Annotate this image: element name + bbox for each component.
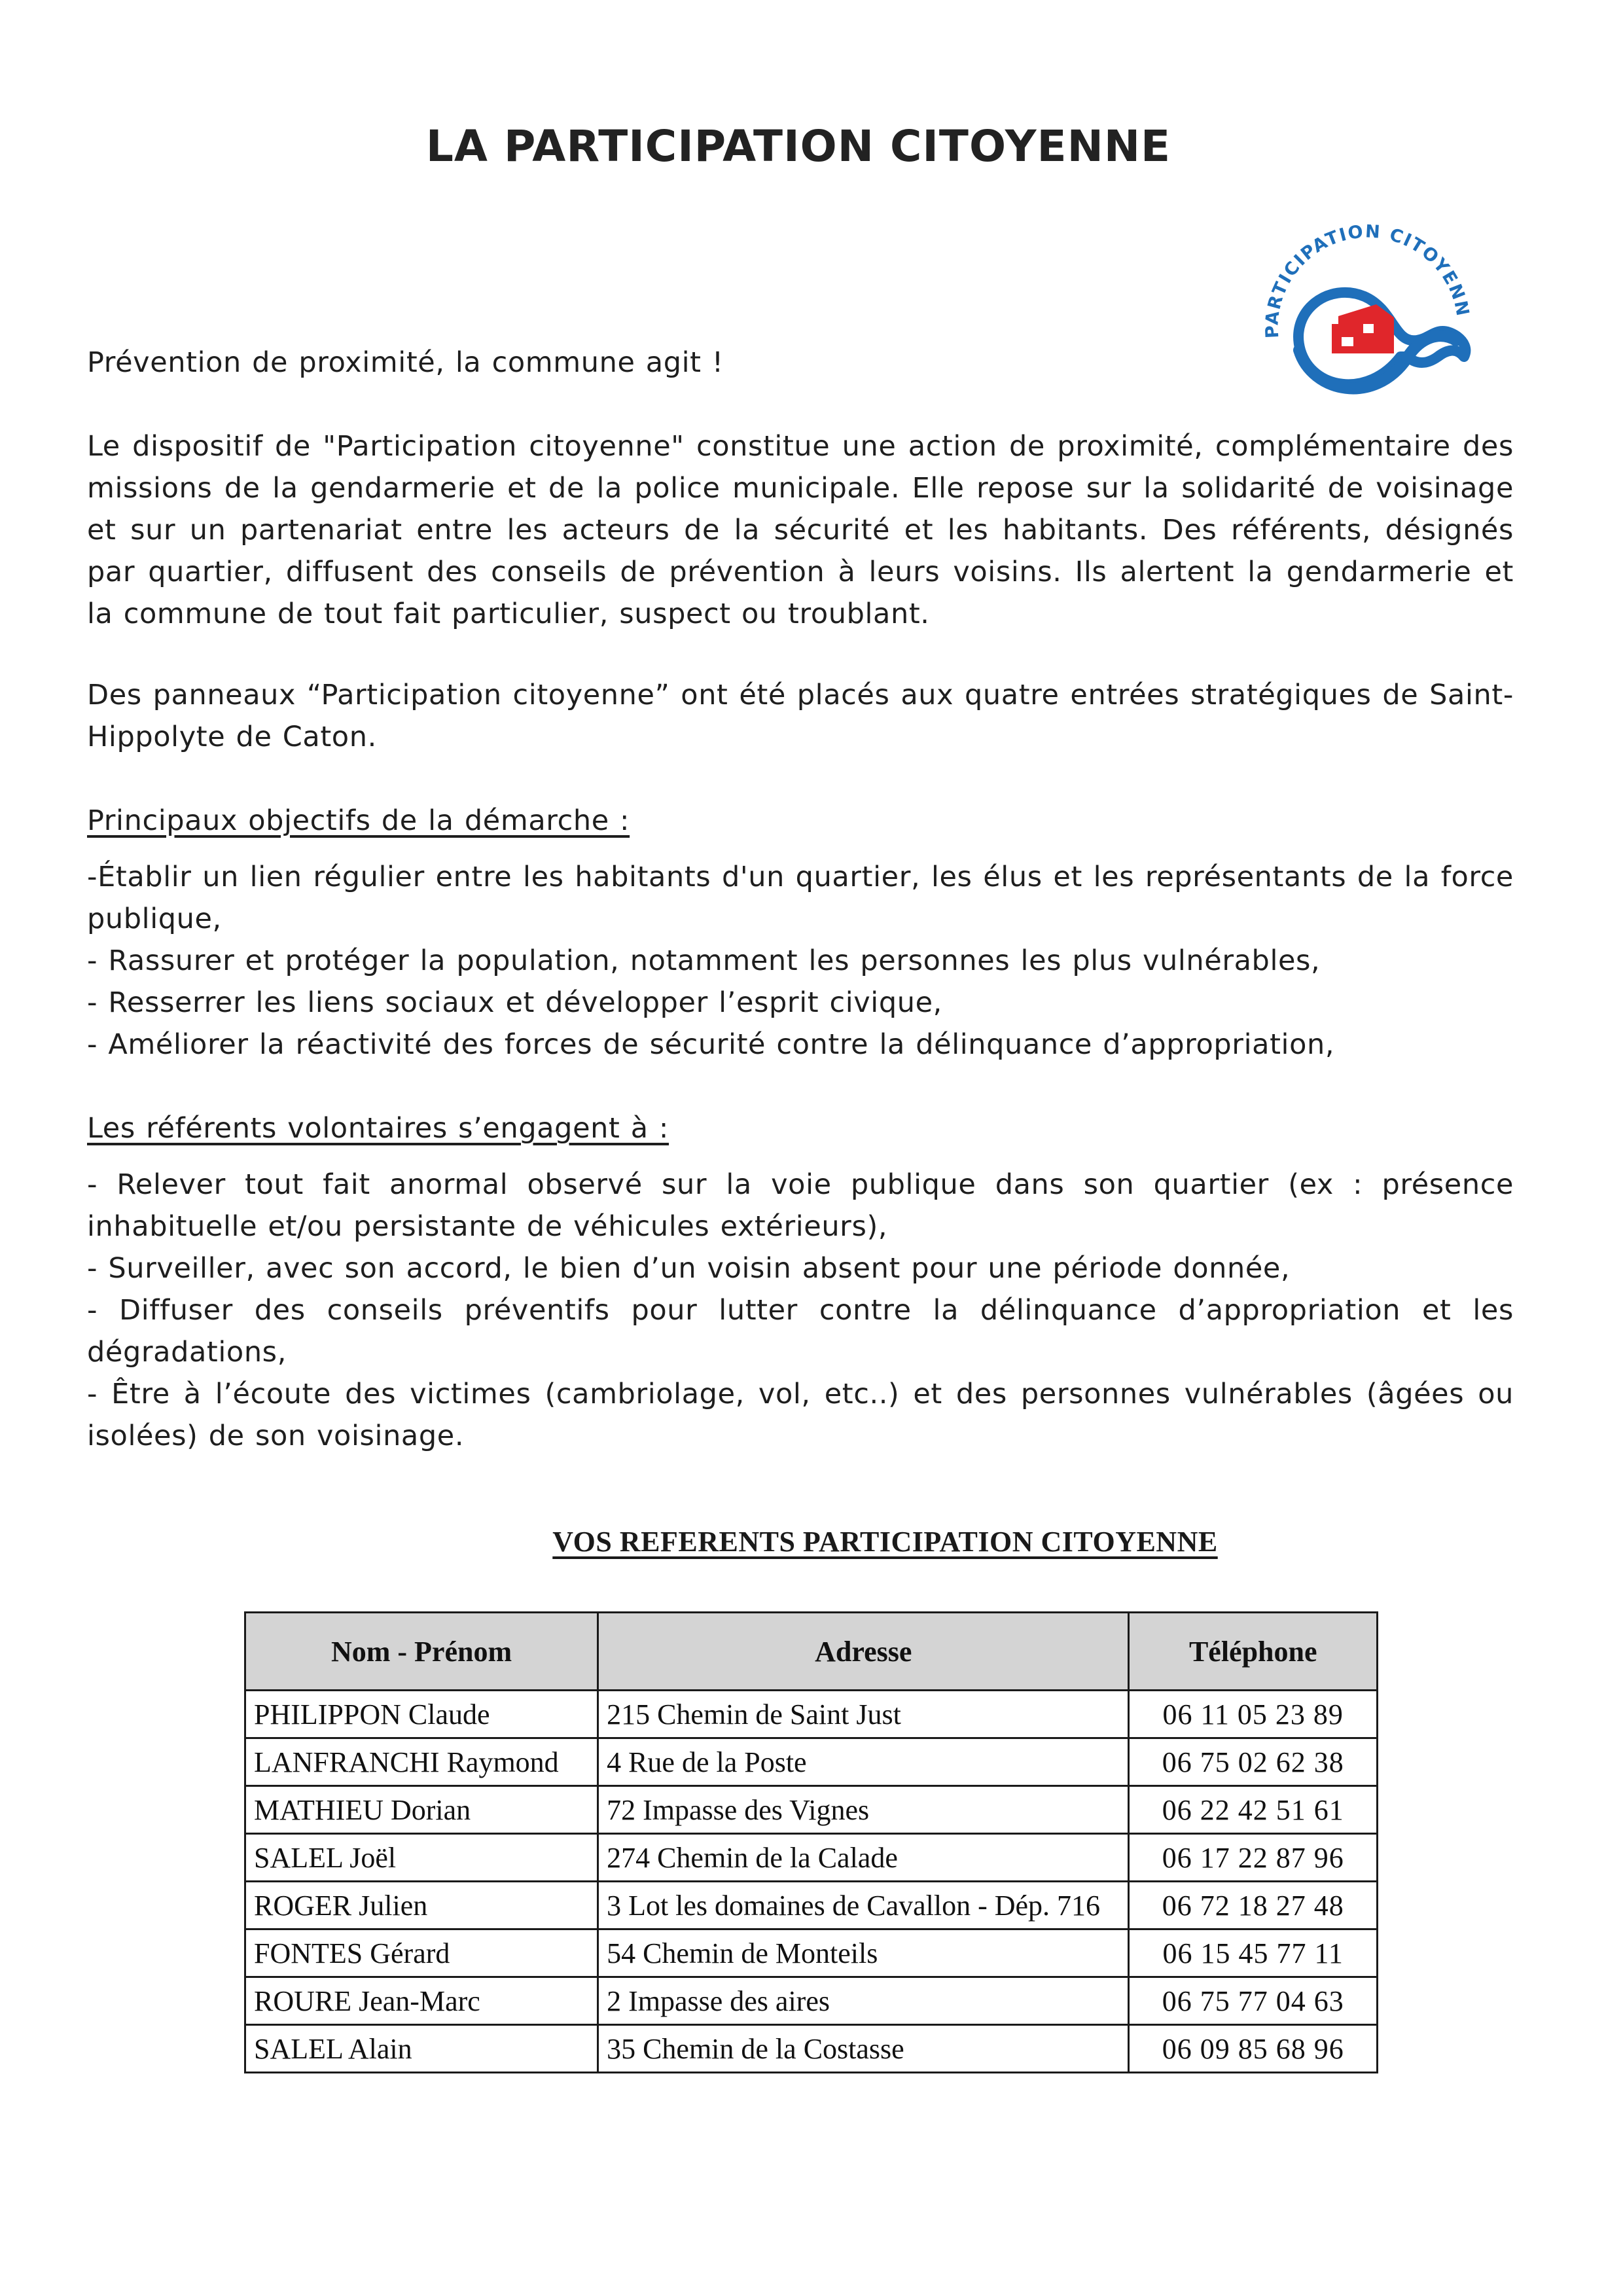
list-item: - Surveiller, avec son accord, le bien d’un voisin absent pour une période donnée, (87, 1252, 1291, 1285)
list-item: - Diffuser des conseils préventifs pour lutter contre la délinquance d’appropriation et les dégradations, (87, 1294, 1514, 1369)
referent-phone: 06 11 05 23 89 (1129, 1691, 1378, 1738)
table-row (245, 1929, 1378, 1977)
logo-arc-text: PARTICIPATION CITOYENN (1262, 221, 1473, 339)
list-item: -Établir un lien régulier entre les habitants d'un quartier, les élus et les représentants de la force publique, (87, 861, 1514, 935)
list-item: - Rassurer et protéger la population, notamment les personnes les plus vulnérables, (87, 944, 1321, 977)
list-item: - Être à l’écoute des victimes (cambriolage, vol, etc..) et des personnes vulnérables (âgées ou isolées) de son voisinage. (87, 1378, 1514, 1452)
column-header-phone: Téléphone (1129, 1613, 1378, 1691)
referent-phone: 06 15 45 77 11 (1129, 1929, 1378, 1977)
referent-address: 3 Lot les domaines de Cavallon - Dép. 716 (598, 1882, 1129, 1929)
referent-name: PHILIPPON Claude (245, 1691, 598, 1738)
intro-line: Prévention de proximité, la commune agit ! (87, 346, 724, 379)
referent-address: 2 Impasse des aires (598, 1977, 1129, 2025)
referent-phone: 06 22 42 51 61 (1129, 1786, 1378, 1834)
table-row (245, 1738, 1378, 1786)
referent-name: ROURE Jean-Marc (245, 1977, 598, 2025)
referents-table-title: VOS REFERENTS PARTICIPATION CITOYENNE (552, 1526, 1218, 1558)
description-paragraph: Le dispositif de "Participation citoyenne" constitue une action de proximité, complémentaire des missions de la gendarmerie et de la police municipale. Elle repose sur la solidarité de voisinage et sur un partenariat entre les acteurs de la sécurité et les habitants. Des référents, désignés par quartier, diffusent des conseils de prévention à leurs voisins. Ils alertent la gendarmerie et la commune de tout fait particulier, suspect ou troublant. (87, 430, 1514, 630)
objectives-list (87, 856, 1514, 1066)
referent-name: SALEL Alain (245, 2025, 598, 2073)
commitments-list (87, 1164, 1514, 1457)
referent-name: SALEL Joël (245, 1834, 598, 1882)
referent-phone: 06 75 77 04 63 (1129, 1977, 1378, 2025)
referent-address: 215 Chemin de Saint Just (598, 1691, 1129, 1738)
table-row (245, 2025, 1378, 2073)
referent-name: LANFRANCHI Raymond (245, 1738, 598, 1786)
referent-address: 4 Rue de la Poste (598, 1738, 1129, 1786)
referent-phone: 06 72 18 27 48 (1129, 1882, 1378, 1929)
table-header-row (245, 1613, 1378, 1691)
table-row (245, 1786, 1378, 1834)
table-row (245, 1834, 1378, 1882)
referent-phone: 06 75 02 62 38 (1129, 1738, 1378, 1786)
column-header-address: Adresse (598, 1613, 1129, 1691)
table-row (245, 1691, 1378, 1738)
referent-address: 54 Chemin de Monteils (598, 1929, 1129, 1977)
referents-table (244, 1611, 1378, 2073)
referent-address: 72 Impasse des Vignes (598, 1786, 1129, 1834)
referent-phone: 06 09 85 68 96 (1129, 2025, 1378, 2073)
list-item: - Relever tout fait anormal observé sur la voie publique dans son quartier (ex : présence inhabituelle et/ou persistante de véhicules extérieurs), (87, 1168, 1514, 1243)
referent-address: 274 Chemin de la Calade (598, 1834, 1129, 1882)
referent-name: FONTES Gérard (245, 1929, 598, 1977)
objectives-heading: Principaux objectifs de la démarche : (87, 804, 630, 837)
commitments-heading: Les référents volontaires s’engagent à : (87, 1112, 669, 1145)
referent-name: MATHIEU Dorian (245, 1786, 598, 1834)
referent-phone: 06 17 22 87 96 (1129, 1834, 1378, 1882)
page-title: LA PARTICIPATION CITOYENNE (425, 121, 1171, 171)
list-item: - Améliorer la réactivité des forces de sécurité contre la délinquance d’appropriation, (87, 1028, 1335, 1061)
referent-address: 35 Chemin de la Costasse (598, 2025, 1129, 2073)
table-row (245, 1882, 1378, 1929)
table-row (245, 1977, 1378, 2025)
list-item: - Resserrer les liens sociaux et développer l’esprit civique, (87, 986, 942, 1019)
referent-name: ROGER Julien (245, 1882, 598, 1929)
signage-paragraph: Des panneaux “Participation citoyenne” ont été placés aux quatre entrées stratégiques de Saint-Hippolyte de Caton. (87, 679, 1514, 753)
column-header-name: Nom - Prénom (245, 1613, 598, 1691)
